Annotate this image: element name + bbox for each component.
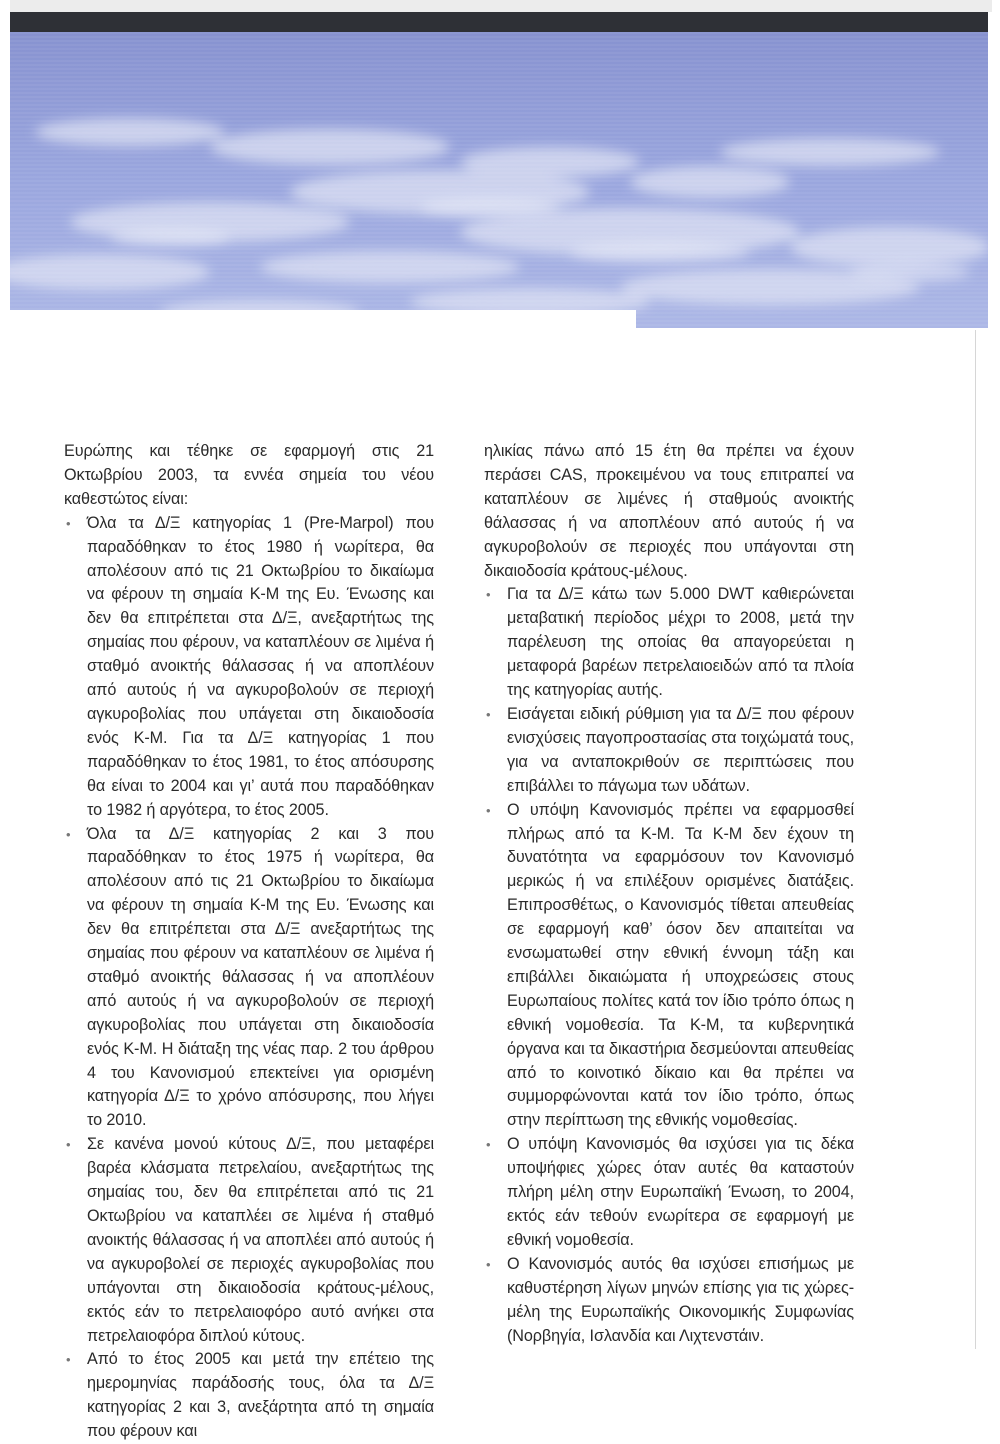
left-text-column bbox=[64, 440, 434, 1444]
bullet-item: • Σε κανένα μονού κύτους Δ/Ξ, που μεταφέρει βαρέα κλάσματα πετρελαίου, ανεξαρτήτως της σημαίας του, δεν θα επιτρέπεται από τις 21 Οκτωβρίου να καταπλέει σε λιμένα ή σταθμό ανοικτής θάλασσας ή να αποπλέει από αυτούς ή να αγκυροβολεί σε περιοχές αγκυροβολίας που υπάγονται στη δικαιοδοσία κράτους-μέλους, εκτός εάν το πετρελαιοφόρο αυτό ανήκει στα πετρελαιοφόρα διπλού κύτους. bbox=[64, 1133, 434, 1348]
bullet-item: • Ο Κανονισμός αυτός θα ισχύσει επισήμως με καθυστέρηση λίγων μηνών επίσης για τις χώρες-μέλη της Ευρωπαϊκής Οικονομικής Συμφωνίας (Νορβηγία, Ισλανδία και Λιχτενστάιν. bbox=[484, 1253, 854, 1349]
bullet-item: • Ο υπόψη Κανονισμός θα ισχύσει για τις δέκα υποψήφιες χώρες όταν αυτές θα καταστούν πλήρη μέλη στην Ευρωπαϊκή Ένωση, το 2004, εκτός εάν τεθούν ενωρίτερα σε εφαρμογή με εθνική νομοθεσία. bbox=[484, 1133, 854, 1253]
bullet-item: • Όλα τα Δ/Ξ κατηγορίας 1 (Pre-Marpol) που παραδόθηκαν το έτος 1980 ή νωρίτερα, θα απολέσουν από τις 21 Οκτωβρίου το δικαίωμα να φέρουν τη σημαία Κ-Μ της Ευ. Ένωσης και δεν θα επιτρέπεται στα Δ/Ξ, ανεξαρτήτως της σημαίας που φέρουν, να καταπλέουν σε λιμένα ή σταθμό ανοικτής θάλασσας ή να αποπλέουν από αυτούς ή να αγκυροβολούν σε περιοχή αγκυροβολίας που υπάγεται στη δικαιοδοσία ενός Κ-Μ. Για τα Δ/Ξ κατηγορίας 1 που παραδόθηκαν το έτος 1981, το έτος απόσυρσης θα είναι το 2004 και γι’ αυτά που παραδόθηκαν το 1982 ή αργότερα, το έτος 2005. bbox=[64, 512, 434, 823]
top-edge-strip bbox=[10, 0, 992, 12]
intro-paragraph: Ευρώπης και τέθηκε σε εφαρμογή στις 21 Οκτωβρίου 2003, τα εννέα σημεία του νέου καθεστώτος είναι: bbox=[64, 442, 434, 508]
page-edge-line bbox=[975, 330, 976, 1349]
header-sky-image bbox=[10, 32, 988, 328]
left-bullet-list bbox=[64, 512, 434, 1444]
header-image-cutout bbox=[10, 310, 636, 328]
right-bullet-list bbox=[484, 583, 854, 1348]
sky-clouds-photo-icon bbox=[10, 32, 988, 328]
right-text-column bbox=[484, 440, 854, 1348]
bullet-item: • Όλα τα Δ/Ξ κατηγορίας 2 και 3 που παραδόθηκαν το έτος 1975 ή νωρίτερα, θα απολέσουν από τις 21 Οκτωβρίου το δικαίωμα να φέρουν τη σημαία Κ-Μ της Ευ. Ένωσης και δεν θα επιτρέπεται στα Δ/Ξ ανεξαρτήτως της σημαίας που φέρουν να καταπλέουν σε λιμένα ή σταθμό ανοικτής θάλασσας ή να αποπλέουν από αυτούς ή να αγκυροβολούν σε περιοχή αγκυροβολίας που υπάγεται στη δικαιοδοσία ενός Κ-Μ. Η διάταξη της νέας παρ. 2 του άρθρου 4 του Κανονισμού επεκτείνει για ορισμένη κατηγορία Δ/Ξ το χρόνο απόσυρσης, που λήγει το 2010. bbox=[64, 823, 434, 1134]
bullet-item: • Ο υπόψη Κανονισμός πρέπει να εφαρμοσθεί πλήρως από τα Κ-Μ. Τα Κ-Μ δεν έχουν τη δυνατότητα να εφαρμόσουν τον Κανονισμό μερικώς ή να επιλέξουν ορισμένες διατάξεις. Επιπροσθέτως, ο Κανονισμός τίθεται απευθείας σε εφαρμογή καθ’ όσον δεν απαιτείται να ενσωματωθεί στην εθνική έννομη τάξη και επιβάλλει δικαιώματα ή υποχρεώσεις στους Ευρωπαίους πολίτες κατά τον ίδιο τρόπο όπως η εθνική νομοθεσία. Τα Κ-Μ, τα κυβερνητικά όργανα και τα δικαστήρια δεσμεύονται απευθείας από το κοινοτικό δίκαιο και θα πρέπει να συμμορφώνονται κατά τον ίδιο τρόπο, όπως στην περίπτωση της εθνικής νομοθεσίας. bbox=[484, 799, 854, 1134]
bullet-item: • Εισάγεται ειδική ρύθμιση για τα Δ/Ξ που φέρουν ενισχύσεις παγοπροστασίας στα τοιχώματά τους, για να ανταποκριθούν σε περιπτώσεις που επιβάλλει το πάγωμα των υδάτων. bbox=[484, 703, 854, 799]
header-bar bbox=[10, 12, 988, 32]
bullet-item: • Για τα Δ/Ξ κάτω των 5.000 DWT καθιερώνεται μεταβατική περίοδος μέχρι το 2008, μετά την παρέλευση της οποίας θα απαγορεύεται η μεταφορά βαρέων πετρελαιοειδών από τα πλοία της κατηγορίας αυτής. bbox=[484, 583, 854, 703]
bullet-item: • Από το έτος 2005 και μετά την επέτειο της ημερομηνίας παράδοσής τους, όλα τα Δ/Ξ κατηγορίας 2 και 3, ανεξάρτητα από τη σημαία που φέρουν και bbox=[64, 1348, 434, 1444]
continuation-paragraph: ηλικίας πάνω από 15 έτη θα πρέπει να έχουν περάσει CAS, προκειμένου να τους επιτραπεί να καταπλέουν σε λιμένες ή σταθμούς ανοικτής θάλασσας ή να αποπλέουν από αυτούς ή να αγκυροβολούν σε περιοχές που υπάγονται στη δικαιοδοσία κράτους-μέλους. bbox=[484, 442, 854, 580]
